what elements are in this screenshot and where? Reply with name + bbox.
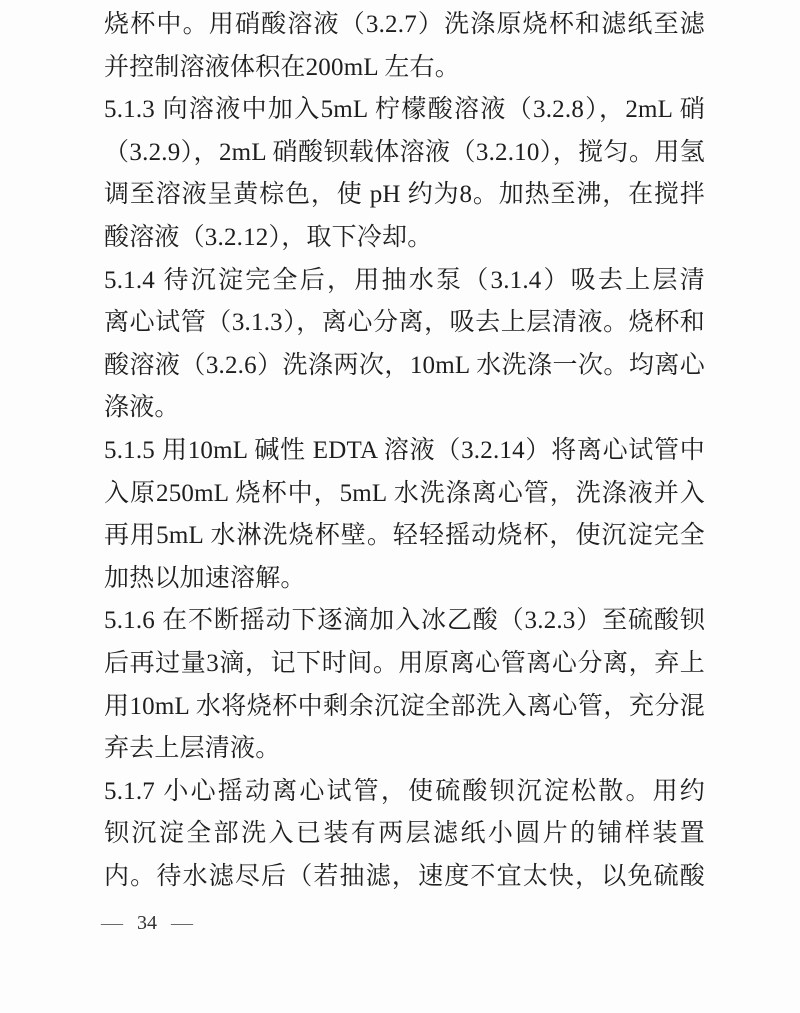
text-line-section-5-1-4: 5.1.4 待沉淀完全后，用抽水泵（3.1.4）吸去上层清 [104,266,705,294]
text-line-section-5-1-6: 5.1.6 在不断摇动下逐滴加入冰乙酸（3.2.3）至硫酸钡 [104,607,705,635]
text-line-section-5-1-5: 5.1.5 用10mL 碱性 EDTA 溶液（3.2.14）将离心试管中 [104,436,705,464]
document-body [104,4,705,898]
text-line: 弃去上层清液。 [104,735,281,763]
text-line: 酸溶液（3.2.12），取下冷却。 [104,223,433,251]
text-line: 入原250mL 烧杯中，5mL 水洗涤离心管，洗涤液并入 [104,479,705,507]
text-line: 钡沉淀全部洗入已装有两层滤纸小圆片的铺样装置 [104,820,705,848]
text-line: 内。待水滤尽后（若抽滤，速度不宜太快，以免硫酸 [104,862,705,890]
text-line: 再用5mL 水淋洗烧杯壁。轻轻摇动烧杯，使沉淀完全 [104,522,705,550]
page-number: 34 [137,912,157,934]
text-line: 酸溶液（3.2.6）洗涤两次，10mL 水洗涤一次。均离心 [104,351,705,379]
text-line: 调至溶液呈黄棕色，使 pH 约为8。加热至沸，在搅拌 [104,181,705,209]
footer-right-dash: — [171,912,193,934]
page-footer [102,912,192,935]
text-line-section-5-1-3: 5.1.3 向溶液中加入5mL 柠檬酸溶液（3.2.8），2mL 硝 [104,96,705,124]
text-line: 后再过量3滴，记下时间。用原离心管离心分离，弃上 [104,649,705,677]
text-line: （3.2.9），2mL 硝酸钡载体溶液（3.2.10），搅匀。用氢 [104,138,705,166]
text-line: 离心试管（3.1.3），离心分离，吸去上层清液。烧杯和 [104,309,705,337]
footer-left-dash: — [101,912,123,934]
text-line: 加热以加速溶解。 [104,564,306,592]
text-line: 烧杯中。用硝酸溶液（3.2.7）洗涤原烧杯和滤纸至滤 [104,11,705,38]
text-line: 并控制溶液体积在200mL 左右。 [104,53,460,81]
text-line: 用10mL 水将烧杯中剩余沉淀全部洗入离心管，充分混 [104,692,705,720]
text-line: 涤液。 [104,394,180,422]
text-line-section-5-1-7: 5.1.7 小心摇动离心试管，使硫酸钡沉淀松散。用约 [104,777,705,805]
